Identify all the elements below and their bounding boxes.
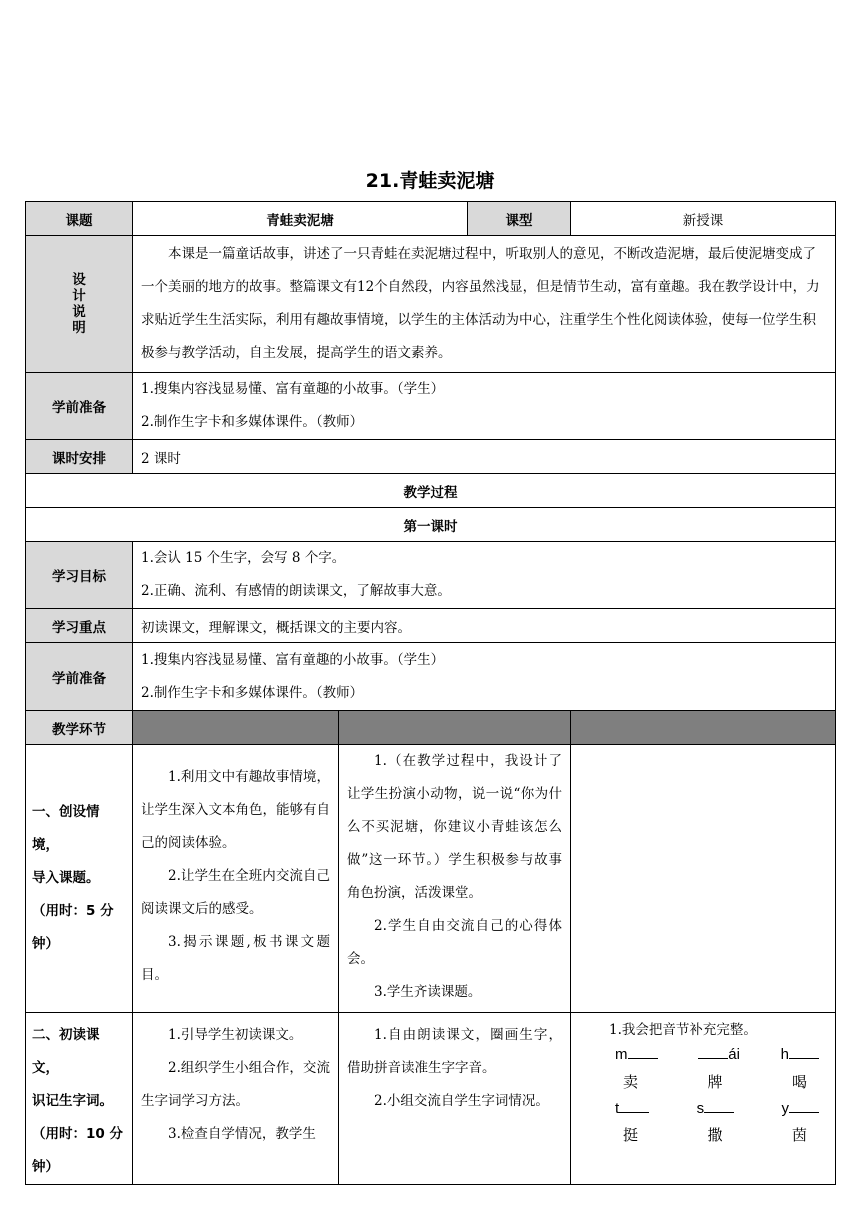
pinyin-blank: y [781, 1097, 819, 1121]
step2-teacher [133, 1013, 339, 1185]
step1-teacher-item: 3.揭示课题,板书课文题目。 [141, 934, 330, 983]
design-label-char: 明 [72, 320, 86, 336]
process-heading: 教学过程 [26, 474, 836, 508]
pinyin-blank: m [615, 1043, 658, 1067]
lesson-type-label: 课型 [468, 202, 571, 236]
step2-name-line: 钟） [32, 1159, 59, 1175]
step2-name-line: （用时：10 分 [32, 1126, 123, 1142]
step2-student-item: 1.自由朗读课文，圈画生字，借助拼音读准生字字音。 [347, 1027, 562, 1076]
step1-teacher [133, 745, 339, 1013]
step2-teacher-item: 2.组织学生小组合作，交流生字词学习方法。 [141, 1060, 330, 1109]
prep-label-1: 学前准备 [26, 373, 133, 440]
goal-item: 2.正确、流利、有感情的朗读课文，了解故事大意。 [141, 583, 451, 599]
step2-name-line: 识记生字词。 [32, 1093, 113, 1109]
step2-row [26, 1013, 836, 1185]
pinyin-blank: s [697, 1097, 735, 1121]
lesson-plan-table [25, 201, 836, 1185]
lesson1-row [26, 508, 836, 542]
exercise-chars-row-2 [579, 1121, 827, 1149]
exercise-char: 卖 [623, 1073, 639, 1091]
design-label-char: 说 [72, 304, 86, 320]
lesson1-heading: 第一课时 [26, 508, 836, 542]
step2-teacher-item: 1.引导学生初读课文。 [168, 1027, 303, 1043]
goals-label: 学习目标 [26, 542, 133, 609]
focus-label: 学习重点 [26, 609, 133, 643]
step2-exercise [571, 1013, 836, 1185]
design-text: 本课是一篇童话故事，讲述了一只青蛙在卖泥塘过程中，听取别人的意见，不断改造泥塘，最后使泥塘变成了一个美丽的地方的故事。整篇课文有12个自然段，内容虽然浅显，但是情节生动，富有童趣。我在教学设计中，力求贴近学生生活实际，利用有趣故事情境，以学生的主体活动为中心，注重学生个性化阅读体验，使每一位学生积极参与教学活动，自主发展，提高学生的语文素养。 [133, 236, 836, 373]
pinyin-blank: h [781, 1043, 819, 1067]
step-header-student [339, 711, 571, 745]
goals-items [133, 542, 836, 609]
prep-item: 1.搜集内容浅显易懂、富有童趣的小故事。（学生） [141, 651, 445, 668]
topic-row [26, 202, 836, 236]
hours-row [26, 440, 836, 474]
design-label [26, 236, 133, 373]
step1-notes [571, 745, 836, 1013]
prep-label-2: 学前准备 [26, 643, 133, 711]
step2-name [26, 1013, 133, 1185]
step1-student-item: 2.学生自由交流自己的心得体会。 [347, 918, 562, 967]
design-label-char: 计 [72, 288, 86, 304]
exercise-char: 撒 [707, 1126, 723, 1144]
prep-items-1 [133, 373, 836, 440]
exercise-char: 喝 [791, 1073, 807, 1091]
hours-label: 课时安排 [26, 440, 133, 474]
focus-value: 初读课文，理解课文，概括课文的主要内容。 [133, 609, 836, 643]
step1-teacher-item: 1.利用文中有趣故事情境，让学生深入文本角色，能够有自己的阅读体验。 [141, 769, 330, 851]
step-header-teacher [133, 711, 339, 745]
step1-student-item: 1.（在教学过程中，我设计了让学生扮演小动物，说一说“你为什么不买泥塘，你建议小青蛙该怎么做”这一环节。）学生积极参与故事角色扮演，活泼课堂。 [347, 753, 562, 901]
exercise-instruction: 1.我会把音节补充完整。 [609, 1022, 757, 1038]
step1-name-line: 一、创设情境， [32, 804, 100, 853]
exercise-pinyin-row-2 [579, 1097, 827, 1121]
step1-name-line: （用时：5 分 [32, 903, 114, 919]
step-header-label: 教学环节 [26, 711, 133, 745]
step-header-row [26, 711, 836, 745]
lesson-type-value: 新授课 [571, 202, 836, 236]
exercise-pinyin-row-1 [579, 1043, 827, 1067]
step1-name [26, 745, 133, 1013]
step1-student-item: 3.学生齐读课题。 [374, 984, 482, 1000]
process-row [26, 474, 836, 508]
step-header-notes [571, 711, 836, 745]
exercise-char: 挺 [623, 1126, 639, 1144]
step2-student-item: 2.小组交流自学生字词情况。 [374, 1093, 549, 1109]
topic-label: 课题 [26, 202, 133, 236]
prep-item: 2.制作生字卡和多媒体课件。（教师） [141, 414, 364, 430]
step1-student [339, 745, 571, 1013]
design-label-char: 设 [72, 272, 86, 288]
prep-item: 1.搜集内容浅显易懂、富有童趣的小故事。（学生） [141, 381, 445, 397]
document-title: 21.青蛙卖泥塘 [365, 170, 495, 192]
design-row [26, 236, 836, 373]
step1-name-line: 导入课题。 [32, 870, 100, 886]
hours-value: 2 课时 [133, 440, 836, 474]
prep-item: 2.制作生字卡和多媒体课件。（教师） [141, 684, 364, 701]
focus-row [26, 609, 836, 643]
goal-item: 1.会认 15 个生字，会写 8 个字。 [141, 550, 346, 566]
step1-name-line: 钟） [32, 936, 59, 952]
design-label-vertical [72, 272, 86, 336]
topic-value: 青蛙卖泥塘 [133, 202, 468, 236]
step1-row [26, 745, 836, 1013]
step2-teacher-item: 3.检查自学情况，教学生 [168, 1126, 316, 1142]
step1-teacher-item: 2.让学生在全班内交流自己阅读课文后的感受。 [141, 868, 330, 917]
exercise-char: 茵 [791, 1126, 807, 1144]
goals-row [26, 542, 836, 609]
step2-student [339, 1013, 571, 1185]
prep-row-2 [26, 643, 836, 711]
prep-row-1 [26, 373, 836, 440]
pinyin-blank: ái [698, 1043, 740, 1067]
step2-name-line: 二、初读课文， [32, 1027, 100, 1076]
prep-items-2 [133, 643, 836, 711]
exercise-char: 牌 [707, 1073, 723, 1091]
pinyin-blank: t [615, 1097, 649, 1121]
exercise-chars-row-1 [579, 1067, 827, 1097]
